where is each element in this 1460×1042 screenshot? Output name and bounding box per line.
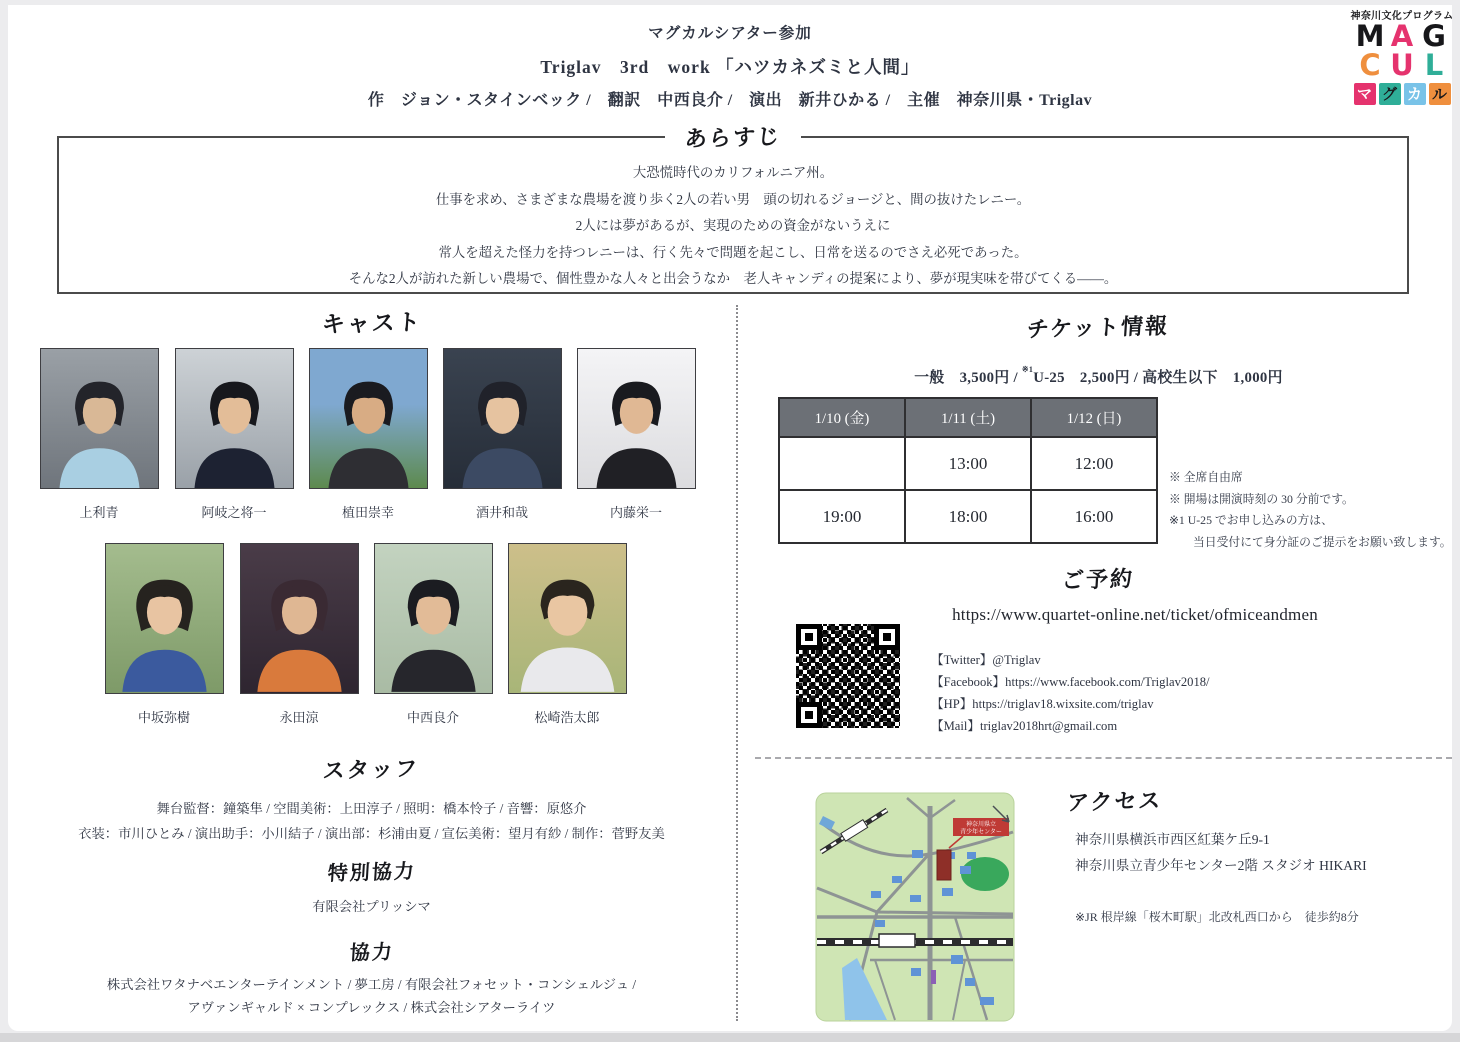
ticket-note: ※ 全席自由席 (1169, 470, 1243, 484)
access-title: アクセス (1066, 788, 1164, 817)
cast-photo (309, 348, 428, 489)
page-title: Triglav 3rd work 「ハツカネズミと人間」 (540, 57, 920, 77)
contact-row (931, 693, 1210, 715)
schedule-header: 1/12 (日) (1031, 398, 1157, 437)
logo-kana: ル (1429, 83, 1451, 105)
contact-row (931, 649, 1210, 671)
contact-row (931, 671, 1210, 693)
cast-photo (577, 348, 696, 489)
cast-photo (374, 543, 493, 694)
contact-hp[interactable]: https://triglav18.wixsite.com/triglav (972, 697, 1154, 711)
staff-line: 衣装：市川ひとみ / 演出助手：小川結子 / 演出部：杉浦由夏 / 宣伝美術：望月有紗 / 制作：菅野友美 (78, 826, 665, 841)
logo-letter: L (1424, 48, 1444, 82)
flyer-page (8, 5, 1452, 1031)
special-support-title: 特別協力 (326, 858, 417, 886)
left-column (8, 5, 735, 1031)
logo-letter: A (1390, 19, 1414, 53)
synopsis-line: 2人には夢があるが、実現のための資金がないうえに (575, 218, 891, 233)
schedule-cell: 12:00 (1031, 437, 1157, 490)
price-line (745, 365, 1452, 387)
cast-name: 松崎浩太郎 (534, 710, 600, 725)
header-participation: マグカルシアター参加 (648, 25, 812, 42)
logo-letter: G (1422, 19, 1446, 53)
synopsis-line: 常人を超えた怪力を持つレニーは、行く先々で問題を起こし、日常を送るのでさえ必死であった。 (438, 244, 1028, 260)
schedule-table (778, 397, 1158, 544)
synopsis-line: 大恐慌時代のカリフォルニア州。 (632, 165, 834, 180)
schedule-cell: 19:00 (779, 490, 905, 543)
logo-letter: M (1355, 19, 1385, 53)
price-u25-mark: ※1 (1021, 365, 1034, 374)
support-line: アヴァンギャルド × コンプレックス / 株式会社シアターライツ (187, 1000, 556, 1015)
cast-name: 中坂弥樹 (137, 710, 190, 725)
schedule-cell: 18:00 (905, 490, 1031, 543)
map-callout-line2: 青少年センター (960, 828, 1002, 836)
contact-facebook[interactable]: https://www.facebook.com/Triglav2018/ (1005, 675, 1210, 689)
access-address (1075, 827, 1367, 879)
schedule-cell: 13:00 (905, 437, 1031, 490)
cast-name: 永田涼 (279, 710, 319, 725)
ticket-note: ※ 開場は開演時刻の 30 分前です。 (1169, 491, 1354, 506)
vertical-divider (736, 305, 738, 1021)
cast-name: 阿岐之将一 (201, 505, 267, 520)
qr-finder (874, 624, 900, 650)
support-line: 株式会社ワタナベエンターテインメント / 夢工房 / 有限会社フォセット・コンシェルジュ / (106, 977, 637, 992)
cast-photo (240, 543, 359, 694)
logo-letter: U (1390, 48, 1414, 82)
price-u25: U-25 2,500円 / (1033, 370, 1143, 386)
price-highschool: 高校生以下 1,000円 (1142, 370, 1283, 386)
ticket-notes (1169, 467, 1452, 553)
contact-row (931, 715, 1210, 737)
support-title: 協力 (348, 939, 395, 965)
contact-list (931, 649, 1210, 737)
cast-photo (508, 543, 627, 694)
staff-title: スタッフ (322, 756, 421, 785)
ticket-note: 当日受付にて身分証のご提示をお願い致します。 (1193, 534, 1452, 549)
ticket-note: ※1 U-25 でお申し込みの方は、 (1169, 513, 1333, 527)
qr-code (791, 619, 905, 733)
cast-title: キャスト (320, 309, 423, 339)
synopsis-line: 仕事を求め、さまざまな農場を渡り歩く2人の若い男 頭の切れるジョージと、間の抜けたレニー。 (435, 191, 1031, 207)
reservation-title: ご予約 (1061, 567, 1136, 594)
contact-label: 【Mail】 (931, 719, 980, 733)
contact-label: 【HP】 (931, 697, 973, 711)
staff-line: 舞台監督：鐘築隼 / 空間美術：上田淳子 / 照明：橋本怜子 / 音響：原悠介 (156, 801, 587, 816)
horizontal-divider (755, 757, 1452, 759)
cast-photo (40, 348, 159, 489)
contact-label: 【Twitter】 (931, 653, 993, 667)
synopsis-title: あらすじ (684, 124, 782, 153)
right-column (745, 5, 1452, 1031)
synopsis-line: そんな2人が訪れた新しい農場で、個性豊かな人々と出会うなか 老人キャンディの提案により、夢が現実味を帯びてくる——。 (348, 271, 1118, 286)
schedule-cell: 16:00 (1031, 490, 1157, 543)
special-support-line: 有限会社プリッシマ (312, 899, 431, 914)
logo-kana: マ (1354, 83, 1376, 105)
cast-name: 上利青 (79, 505, 119, 520)
price-general: 一般 3,500円 / (914, 370, 1022, 386)
cast-photo (175, 348, 294, 489)
access-map (815, 792, 1015, 1022)
ticket-info-title: チケット情報 (1026, 314, 1171, 343)
bottom-margin (0, 1033, 1460, 1042)
logo-program-text: 神奈川文化プログラム (1350, 11, 1454, 22)
reservation-url[interactable]: https://www.quartet-online.net/ticket/ofmiceandmen (952, 605, 1318, 624)
logo-kana: カ (1404, 83, 1426, 105)
contact-twitter[interactable]: @Triglav (992, 653, 1041, 667)
map-callout-line1: 神奈川県立 (965, 821, 997, 828)
contact-label: 【Facebook】 (931, 675, 1006, 689)
access-route-note: ※JR 根岸線「桜木町駅」北改札西口から 徒歩約8分 (1075, 910, 1359, 924)
cast-name: 植田崇幸 (341, 505, 394, 520)
cast-photo (443, 348, 562, 489)
cast-name: 中西良介 (406, 710, 459, 725)
header-credits: 作 ジョン・スタインベック / 翻訳 中西良介 / 演出 新井ひかる / 主催 神奈川県・Triglav (367, 92, 1093, 109)
cast-photo (105, 543, 224, 694)
schedule-header: 1/11 (土) (905, 398, 1031, 437)
schedule-cell (779, 437, 905, 490)
qr-finder (796, 702, 822, 728)
address-line: 神奈川県横浜市西区紅葉ケ丘9-1 (1075, 832, 1270, 847)
schedule-header: 1/10 (金) (779, 398, 905, 437)
address-line: 神奈川県立青少年センター2階 スタジオ HIKARI (1075, 858, 1367, 873)
qr-finder (796, 624, 822, 650)
contact-mail[interactable]: triglav2018hrt@gmail.com (979, 719, 1118, 733)
logo-kana: グ (1379, 83, 1401, 105)
cast-name: 酒井和哉 (475, 505, 528, 520)
cast-name: 内藤栄一 (609, 505, 662, 520)
logo-letter: C (1359, 48, 1381, 82)
